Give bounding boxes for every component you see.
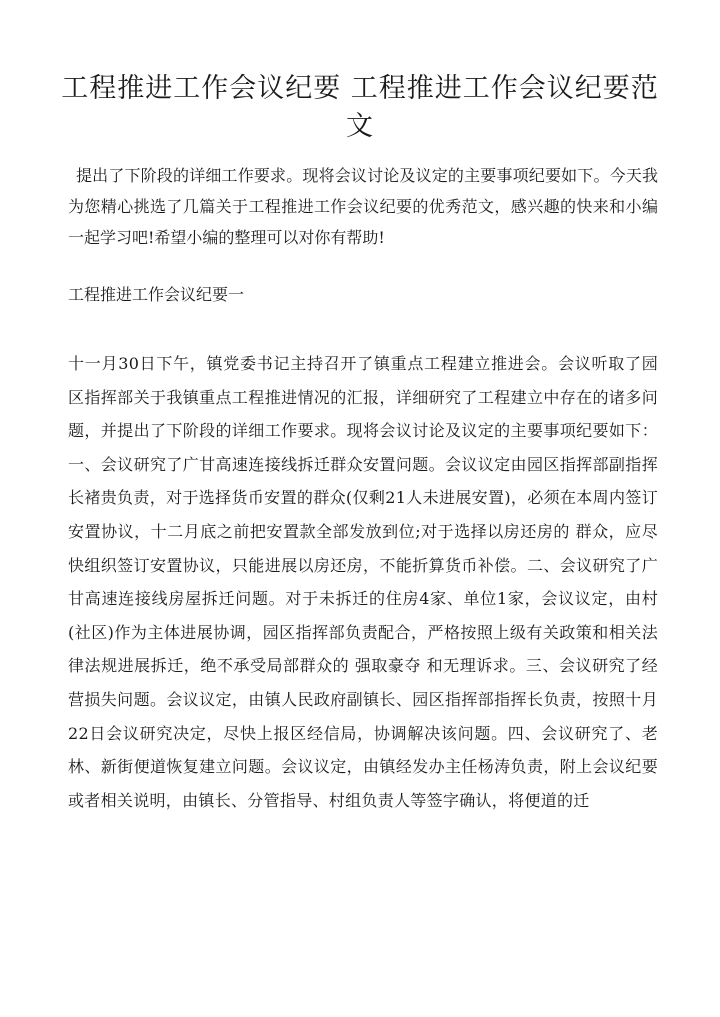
intro-paragraph xyxy=(68,160,658,253)
document-title: 工程推进工作会议纪要 工程推进工作会议纪要范文 xyxy=(61,73,659,142)
intro-text: 提出了下阶段的详细工作要求。现将会议讨论及议定的主要事项纪要如下。今天我为您精心挑选了几篇关于工程推进工作会议纪要的优秀范文，感兴趣的快来和小编一起学习吧!希望小编的整理可以对你有帮助! xyxy=(68,166,658,247)
body-paragraph: 十一月30日下午，镇党委书记主持召开了镇重点工程建立推进会。会议听取了园区指挥部关于我镇重点工程推进情况的汇报，详细研究了工程建立中存在的诸多问题，并提出了下阶段的详细工作要求。现将会议讨论及议定的主要事项纪要如下：一、会议研究了广甘高速连接线拆迁群众安置问题。会议议定由园区指挥部副指挥长褚贵负责，对于选择货币安置的群众(仅剩21人未进展安置)，必须在本周内签订安置协议，十二月底之前把安置款全部发放到位;对于选择以房还房的 群众，应尽快组织签订安置协议，只能进展以房还房，不能折算货币补偿。二、会议研究了广甘高速连接线房屋拆迁问题。对于未拆迁的住房4家、单位1家，会议议定，由村(社区)作为主体进展协调，园区指挥部负责配合，严格按照上级有关政策和相关法律法规进展拆迁，绝不承受局部群众的 强取豪夺 和无理诉求。三、会议研究了经营损失问题。会议议定，由镇人民政府副镇长、园区指挥部指挥长负责，按照十月22日会议研究决定，尽快上报区经信局，协调解决该问题。四、会议研究了、老林、新街便道恢复建立问题。会议议定，由镇经发办主任杨涛负责，附上会议纪要或者相关说明，由镇长、分管指导、村组负责人等签字确认，将便道的迁 xyxy=(68,354,658,810)
section-heading: 工程推进工作会议纪要一 xyxy=(68,285,245,304)
